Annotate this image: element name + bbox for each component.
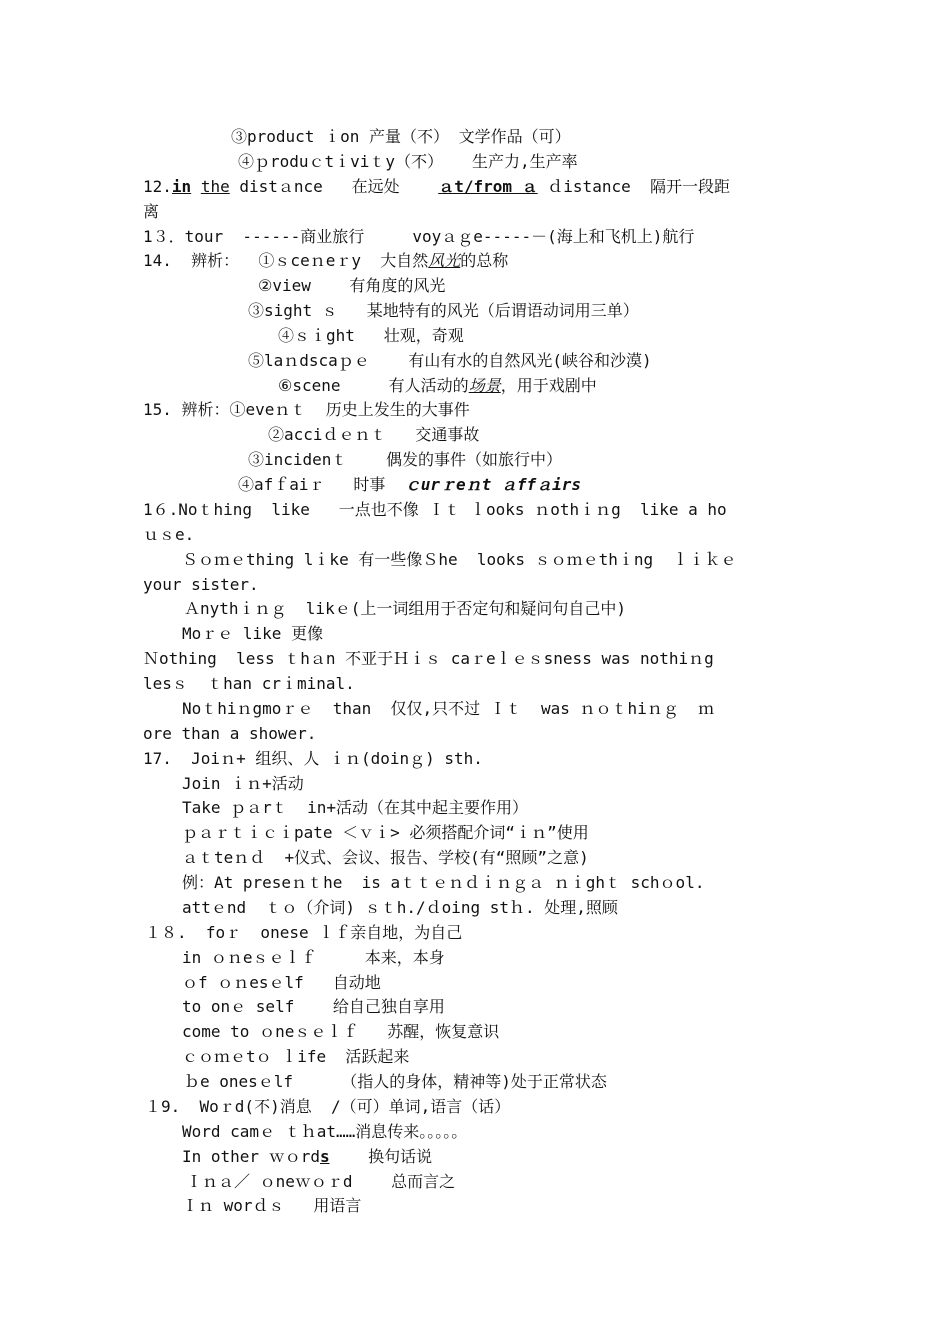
line-17-attend-to: attｅnd ｔｏ（介词) ｓｔh./ｄoing stｈ. 处理,照顾 bbox=[182, 898, 618, 917]
underlined-the: the bbox=[200, 177, 230, 196]
line-productivity: ④ｐroduｃtｉviｔy（不） 生产力,生产率 bbox=[238, 152, 578, 171]
line-18-for-oneself: １８. foｒ onese ｌｆ亲自地，为自己 bbox=[145, 923, 463, 942]
line-17-attend: ａｔteｎｄ +仪式、会议、报告、学校(有“照顾”之意) bbox=[182, 848, 589, 867]
line-18-to-oneself: to onｅ self 给自己独自享用 bbox=[182, 997, 445, 1016]
line-15-affair: ④afｆaiｒ 时事 ｃurｒeｎt ａffａirs bbox=[238, 475, 582, 494]
line-19-in-other-words: In other ｗｏrds 换句话说 bbox=[182, 1147, 433, 1166]
line-16-continued: ｕｓe. bbox=[143, 525, 195, 544]
line-12-in-the-distance: 12.in the distａnce 在远处 ａt/from ａ ｄistance 隔开一段距 bbox=[143, 177, 730, 196]
line-14-sight: ④ｓｉght 壮观，奇观 bbox=[278, 326, 464, 345]
line-18-be-oneself: ｂe onesｅlf （指人的身体，精神等)处于正常状态 bbox=[184, 1072, 607, 1091]
line-17-join-in: Join ｉｎ+活动 bbox=[182, 774, 304, 793]
underlined-at-from: ａt/from ａ bbox=[438, 177, 538, 196]
underlined-s: s bbox=[319, 1147, 330, 1166]
line-16-shower: ore than a shower. bbox=[143, 724, 317, 743]
line-17-join: 17. Joiｎ+ 组织、人 ｉｎ(doinｇ) sth. bbox=[143, 749, 483, 768]
line-16-anything-like: Ａnythｉｎｇ likｅ(上一词组用于否定句和疑问句自己中) bbox=[184, 599, 626, 618]
line-16-criminal: lesｓ ｔhan crｉminal. bbox=[143, 674, 355, 693]
line-16-more-like: Moｒｅ like 更像 bbox=[182, 624, 324, 643]
line-16-nothing-like: 1６.Noｔhing like 一点也不像 Ｉｔ ｌooks ｎothｉｎg like a ho bbox=[143, 500, 727, 519]
line-14-scene: ⑥scene 有人活动的场景，用于戏剧中 bbox=[278, 376, 597, 395]
line-19-word: １9. Woｒd(不)消息 /（可）单词,语言（话） bbox=[145, 1097, 511, 1116]
line-17-example: 例：At preseｎｔhe is aｔｔｅｎｄｉｎｇａ ｎｉghｔ schｏol. bbox=[182, 873, 705, 892]
line-14-view: ②view 有角度的风光 bbox=[258, 276, 446, 295]
item-number: 12. bbox=[143, 177, 172, 196]
line-19-in-a-word: Ｉｎａ／ ｏneｗｏｒd 总而言之 bbox=[186, 1172, 456, 1191]
line-17-take-part: Take ｐａrｔ in+活动（在其中起主要作用） bbox=[182, 798, 528, 817]
line-18-come-to-life: ｃｏｍｅtｏ ｌife 活跃起来 bbox=[182, 1047, 410, 1066]
line-15-accident: ②acciｄｅｎｔ 交通事故 bbox=[268, 425, 480, 444]
line-14-landscape: ⑤laｎdscaｐｅ 有山有水的自然风光(峡谷和沙漠) bbox=[248, 351, 652, 370]
line-14-sights: ③sight ｓ 某地特有的风光（后谓语动词用三单） bbox=[248, 301, 639, 320]
line-16-your-sister: your sister. bbox=[143, 575, 259, 594]
line-16-nothing-more-than: Noｔhiｎgmoｒｅ than 仅仅,只不过 Ｉｔ was ｎｏｔhiｎｇ ｍ bbox=[182, 699, 715, 718]
line-production: ③product ｉon 产量（不） 文学作品（可） bbox=[231, 127, 571, 146]
line-18-in-oneself: in ｏｎeｓｅｌｆ 本来，本身 bbox=[182, 948, 445, 967]
line-14-scenery: 14. 辨析： ①ｓceｎeｒy 大自然风光的总称 bbox=[143, 251, 509, 270]
underlined-in: in bbox=[171, 177, 192, 196]
line-16-something-like: Ｓｏｍｅthing lｉke 有一些像Ｓhe looks ｓｏｍｅthｉng ｌｉｋｅ bbox=[182, 550, 737, 569]
line-16-nothing-less-than: Ｎothing less ｔhａn 不亚于Ｈｉｓ caｒeｌｅｓsness was nothiｎg bbox=[143, 649, 714, 668]
line-19-in-words: Ｉｎ worｄｓ 用语言 bbox=[182, 1196, 362, 1215]
line-15-event: 15. 辨析：①eveｎｔ 历史上发生的大事件 bbox=[143, 400, 470, 419]
line-17-participate: ｐａｒｔｉｃｉpate ＜ｖｉ> 必须搭配介词“ｉｎ”使用 bbox=[182, 823, 589, 842]
line-18-of-oneself: ｏf ｏｎesｅlf 自动地 bbox=[182, 973, 381, 992]
line-15-incident: ③incidenｔ 偶发的事件（如旅行中） bbox=[248, 450, 562, 469]
underlined-changjing: 场景 bbox=[468, 376, 501, 395]
line-13-tour-voyage: 1３．tour ------商业旅行 voyａｇe-----－(海上和飞机上)航行 bbox=[143, 227, 695, 246]
line-19-word-came-that: Word camｅ ｔｈat……消息传来。。。。。 bbox=[182, 1122, 468, 1141]
underlined-fengguang: 风光 bbox=[428, 251, 461, 270]
line-18-come-to-oneself: come to ｏneｓｅｌｆ 苏醒，恢复意识 bbox=[182, 1022, 500, 1041]
line-12-continued: 离 bbox=[143, 202, 160, 221]
current-affairs-phrase: ｃurｒeｎt ａffａirs bbox=[404, 475, 582, 494]
